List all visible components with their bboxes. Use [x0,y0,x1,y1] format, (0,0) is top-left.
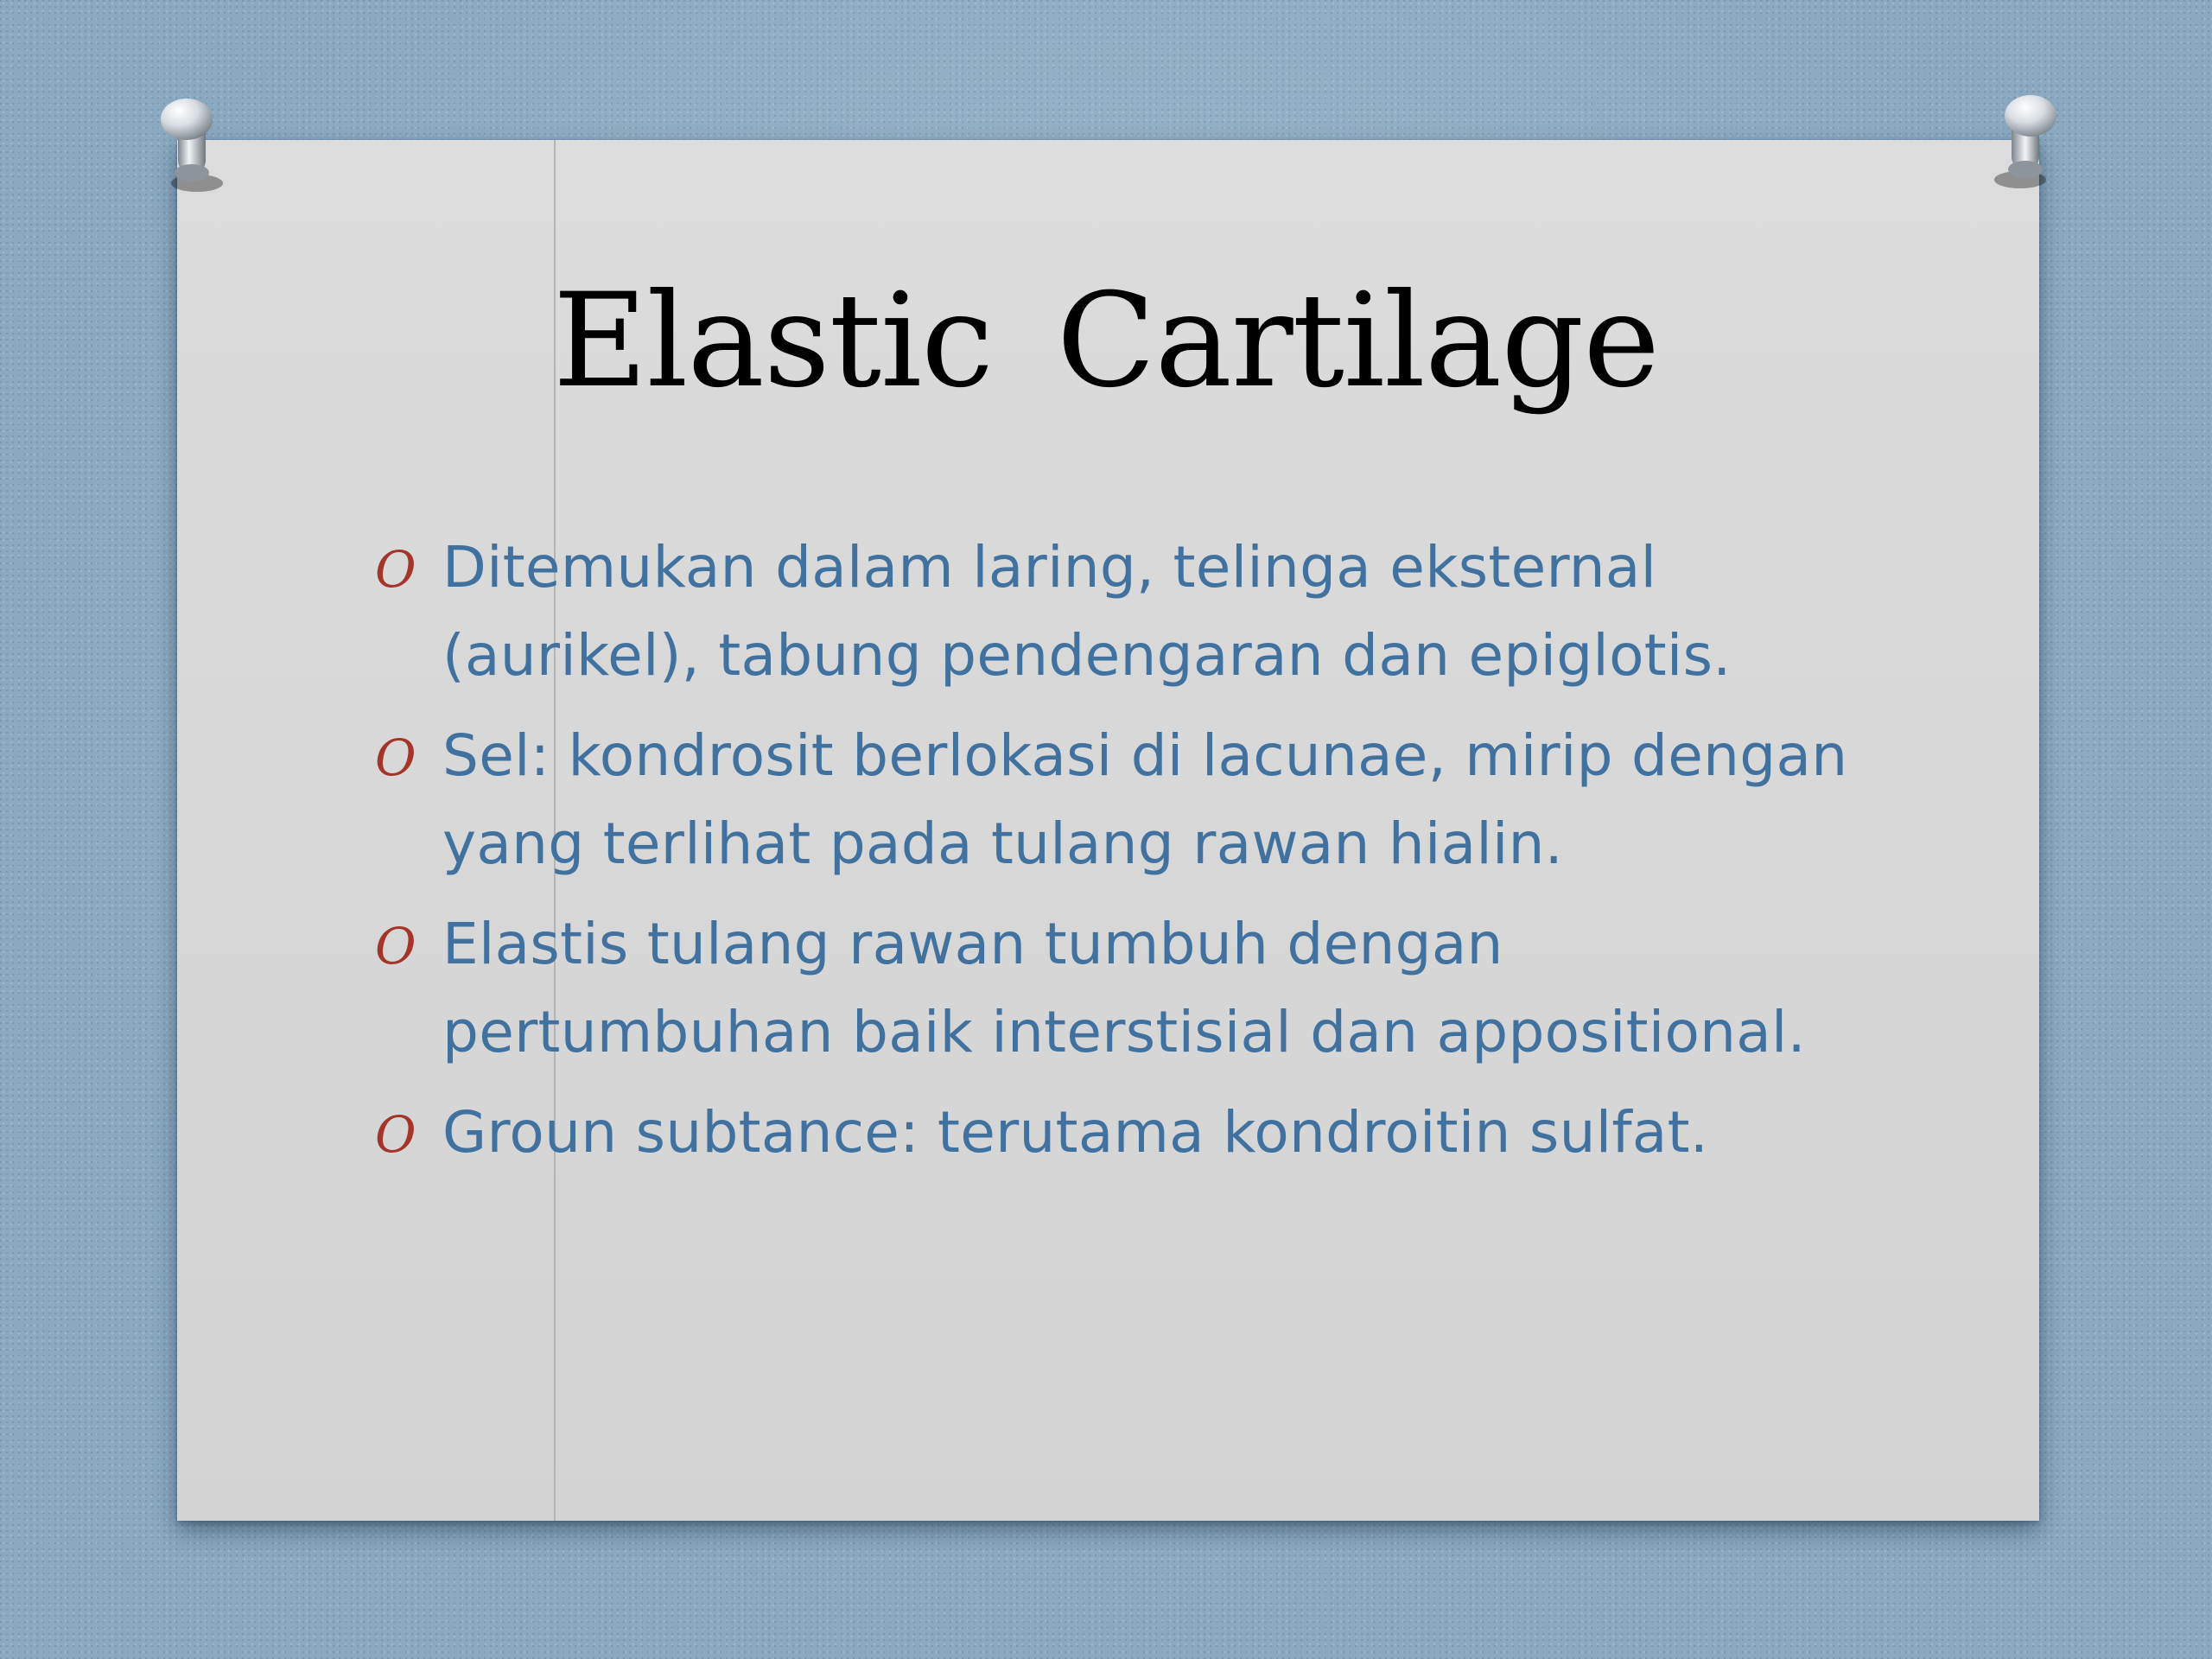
slide-title: Elastic Cartilage [552,266,1660,416]
push-pin-icon [1986,90,2063,194]
bullet-text: Ditemukan dalam laring, telinga eksternal (aurikel), tabung pendengaran dan epiglotis. [442,534,1732,689]
push-pin-icon [154,93,232,197]
bullet-item [373,524,1894,700]
bullet-list [373,524,1894,1189]
bullet-text: Elastis tulang rawan tumbuh dengan pertumbuhan baik interstisial dan appositional. [442,911,1806,1065]
bullet-item [373,712,1894,888]
bullet-text: Sel: kondrosit berlokasi di lacunae, mirip dengan yang terlihat pada tulang rawan hialin. [442,722,1848,877]
bullet-marker: O [375,728,416,787]
bullet-marker: O [375,540,416,599]
bullet-item [373,1089,1894,1177]
bullet-marker: O [375,917,416,976]
bullet-marker: O [375,1105,416,1164]
bullet-item [373,900,1894,1077]
bullet-text: Groun subtance: terutama kondroitin sulfat. [442,1099,1709,1166]
